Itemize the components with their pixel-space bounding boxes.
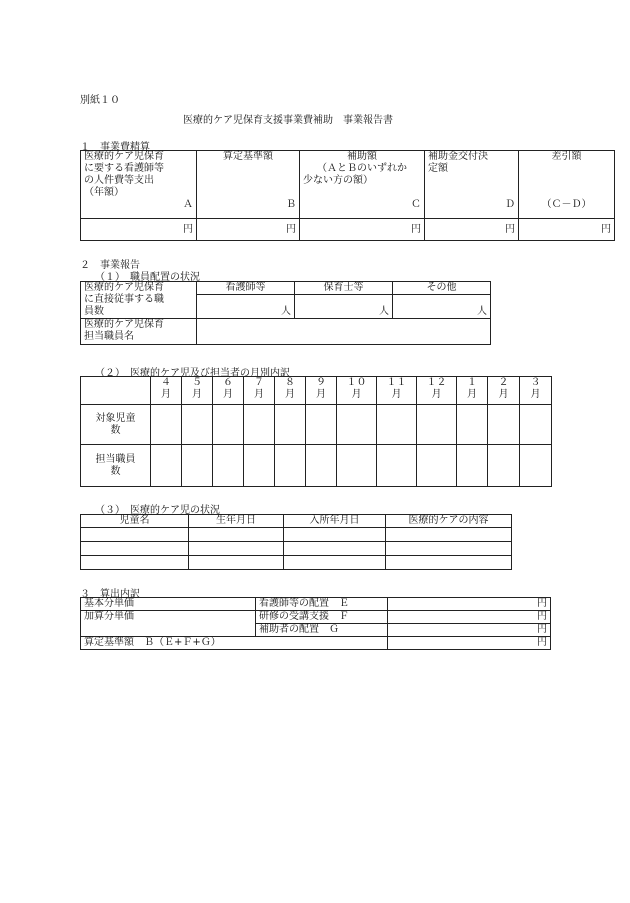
month-header: ３ 月 (520, 377, 552, 405)
amount-cd-cell: 円 (519, 219, 615, 241)
month-header: ４ 月 (151, 377, 182, 405)
difference-header: 差引額 (551, 151, 582, 162)
cost-header-line: 医療的ケア児保育 (84, 151, 164, 162)
month-value-cell (213, 405, 244, 445)
difference-header-cell (519, 151, 615, 219)
amount-f-cell: 円 (388, 611, 551, 624)
month-header: １０ 月 (337, 377, 377, 405)
other-count-cell: 人 (393, 295, 491, 319)
assigned-staff-label: 担当職員 数 (81, 445, 151, 487)
cost-header-line: （年額） (84, 187, 124, 198)
subsection3-heading: （３） 医療的ケア児の状況 (95, 505, 220, 516)
cost-header-cell (81, 151, 197, 219)
month-value-cell (457, 405, 488, 445)
nurse-header: 看護師等 (197, 282, 295, 295)
staff-name-label: 医療的ケア児保育 (84, 319, 164, 330)
month-header: １２ 月 (417, 377, 457, 405)
amount-e-cell: 円 (388, 598, 551, 611)
children-status-table (80, 514, 512, 570)
month-value-cell (275, 445, 306, 487)
staff-name-label-cell (81, 319, 197, 345)
month-value-cell (520, 405, 552, 445)
basic-unit-price-label: 基本分単価 (81, 598, 256, 611)
amount-b-total-cell: 円 (388, 637, 551, 650)
letter-cd: （Ｃ－Ｄ） (541, 199, 592, 210)
month-value-cell (377, 405, 417, 445)
subsidy-header-note: （ＡとＢのいずれか (317, 163, 407, 174)
month-header: １１ 月 (377, 377, 417, 405)
admission-date-header: 入所年月日 (284, 515, 386, 528)
subsidy-header-note: 少ない方の額） (303, 175, 373, 186)
month-value-cell (417, 405, 457, 445)
other-header: その他 (393, 282, 491, 295)
direct-staff-label: 医療的ケア児保育 (84, 282, 164, 293)
staff-name-value-cell (197, 319, 491, 345)
calculation-breakdown-table (80, 597, 551, 650)
month-header: ６ 月 (213, 377, 244, 405)
cost-header-line: に要する看護師等 (84, 163, 164, 174)
amount-c-cell: 円 (300, 219, 425, 241)
section3-heading: ３ 算出内訳 (80, 589, 140, 600)
subsidy-header-cell (300, 151, 425, 219)
additional-unit-price-label: 加算分単価 (81, 611, 256, 637)
subsection2-heading: （２） 医療的ケア児及び担当者の月別内訳 (95, 368, 290, 379)
childcare-worker-header: 保育士等 (295, 282, 393, 295)
letter-b: Ｂ (286, 199, 296, 210)
month-value-cell (244, 445, 275, 487)
grant-decision-header: 定額 (428, 163, 448, 174)
grant-decision-header-cell (425, 151, 519, 219)
amount-b-cell: 円 (197, 219, 300, 241)
monthly-breakdown-table (80, 376, 552, 487)
month-value-cell (306, 405, 337, 445)
month-value-cell (151, 445, 182, 487)
nurse-count-cell: 人 (197, 295, 295, 319)
month-value-cell (337, 445, 377, 487)
amount-d-cell: 円 (425, 219, 519, 241)
standard-amount-formula-label: 算定基準額 Ｂ（Ｅ+Ｆ+Ｇ） (81, 637, 388, 650)
month-header: ２ 月 (488, 377, 520, 405)
letter-a: Ａ (183, 199, 193, 210)
staff-placement-table (80, 281, 491, 345)
month-value-cell (417, 445, 457, 487)
expense-settlement-table (80, 150, 615, 241)
corner-cell (81, 377, 151, 405)
month-header: ８ 月 (275, 377, 306, 405)
table-row (81, 556, 512, 570)
month-value-cell (457, 445, 488, 487)
standard-amount-header: 算定基準額 (223, 151, 273, 162)
month-header: ７ 月 (244, 377, 275, 405)
annex-label: 別紙１０ (80, 95, 120, 106)
month-value-cell (520, 445, 552, 487)
table-row (81, 528, 512, 542)
section2-heading: ２ 事業報告 (80, 260, 140, 271)
subsidy-header: 補助額 (347, 151, 377, 162)
month-value-cell (213, 445, 244, 487)
child-name-header: 児童名 (81, 515, 189, 528)
direct-staff-label: 員数 (84, 306, 104, 317)
month-header: ５ 月 (182, 377, 213, 405)
direct-staff-label: に直接従事する職 (84, 294, 164, 305)
month-header: １ 月 (457, 377, 488, 405)
cost-header-line: の人件費等支出 (84, 175, 154, 186)
subsection1-heading: （１） 職員配置の状況 (95, 272, 200, 283)
nurse-placement-label: 看護師等の配置 Ｅ (256, 598, 388, 611)
month-header: ９ 月 (306, 377, 337, 405)
standard-amount-header-cell (197, 151, 300, 219)
amount-g-cell: 円 (388, 624, 551, 637)
month-value-cell (488, 445, 520, 487)
month-value-cell (151, 405, 182, 445)
grant-decision-header: 補助金交付決 (428, 151, 488, 162)
month-value-cell (306, 445, 337, 487)
medical-care-header: 医療的ケアの内容 (386, 515, 512, 528)
assistant-placement-label: 補助者の配置 Ｇ (256, 624, 388, 637)
target-children-label: 対象児童 数 (81, 405, 151, 445)
direct-staff-label-cell (81, 282, 197, 319)
letter-d: Ｄ (505, 199, 515, 210)
month-value-cell (182, 405, 213, 445)
letter-c: Ｃ (411, 199, 421, 210)
month-value-cell (377, 445, 417, 487)
month-value-cell (337, 405, 377, 445)
month-value-cell (488, 405, 520, 445)
section1-heading: １ 事業費精算 (80, 142, 150, 153)
childcare-worker-count-cell: 人 (295, 295, 393, 319)
document-title: 医療的ケア児保育支援事業費補助 事業報告書 (183, 115, 393, 126)
amount-a-cell: 円 (81, 219, 197, 241)
table-row (81, 542, 512, 556)
birth-date-header: 生年月日 (189, 515, 284, 528)
training-support-label: 研修の受講支援 Ｆ (256, 611, 388, 624)
staff-name-label: 担当職員名 (84, 331, 134, 342)
month-value-cell (275, 405, 306, 445)
month-value-cell (244, 405, 275, 445)
month-value-cell (182, 445, 213, 487)
